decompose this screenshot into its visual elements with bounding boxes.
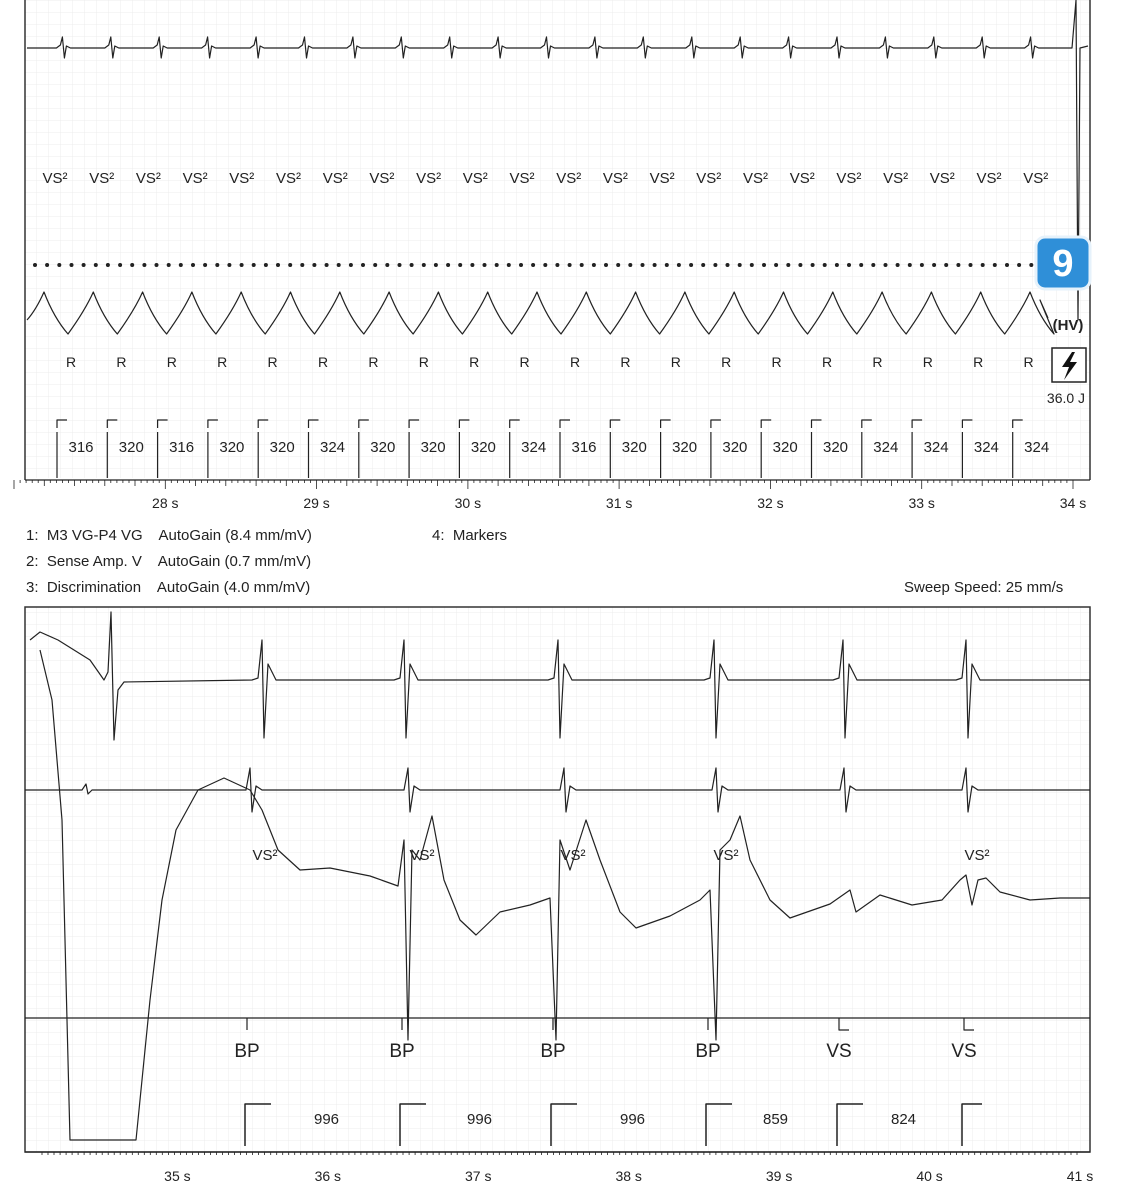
interval-value: 320 [672,439,698,456]
channel-2-dot [458,263,462,267]
channel-2-dot [179,263,183,267]
channel-2-dot [33,263,37,267]
channel-2-dot [155,263,159,267]
channel-2-dot [713,263,717,267]
interval-value: 320 [370,439,396,456]
vs-marker-bottom: VS² [252,847,278,864]
channel-2-dot [750,263,754,267]
channel-legend-4: 4: Markers [432,527,508,544]
channel-2-dot [592,263,596,267]
vs-marker: VS² [509,170,535,187]
interval-value: 324 [923,439,949,456]
vs-marker: VS² [369,170,395,187]
channel-2-dot [288,263,292,267]
channel-legend-3: 3: Discrimination AutoGain (4.0 mm/mV) [26,579,311,596]
channel-2-dot [349,263,353,267]
interval-value: 320 [772,439,798,456]
r-marker: R [821,354,833,370]
vs-marker: VS² [556,170,582,187]
channel-2-dot [653,263,657,267]
marker-label: BP [540,1041,566,1062]
vs-marker: VS² [789,170,815,187]
channel-2-dot [665,263,669,267]
vs-marker: VS² [42,170,68,187]
marker-label: BP [234,1041,260,1062]
x-tick-label-2: 37 s [465,1168,492,1184]
r-marker: R [368,354,379,370]
channel-2-dot [920,263,924,267]
vs-marker-bottom: VS² [560,847,586,864]
channel-2-dot [969,263,973,267]
interval-value: 324 [319,439,346,456]
vs-marker: VS² [182,170,208,187]
channel-2-dot [398,263,402,267]
channel-2-dot [1017,263,1021,267]
channel-2-dot [1029,263,1033,267]
x-tick-label-1: 31 s [605,495,633,511]
r-marker: R [771,354,782,370]
channel-2-dot [519,263,523,267]
r-marker: R [217,354,228,370]
channel-2-dot [932,263,936,267]
interval-value: 320 [822,439,849,456]
interval-value-bottom: 996 [313,1111,340,1128]
channel-2-dot [191,263,195,267]
r-marker: R [721,354,732,370]
x-tick-label-1: 30 s [454,495,482,511]
channel-2-dot [1005,263,1009,267]
channel-2-dot [580,263,584,267]
channel-2-dot [70,263,74,267]
channel-2-dot [835,263,839,267]
x-tick-label-2: 41 s [1066,1168,1094,1184]
r-marker: R [620,354,631,370]
interval-value: 316 [169,439,195,456]
vs-marker: VS² [229,170,255,187]
interval-value: 320 [621,439,647,456]
channel-2-dot [616,263,620,267]
r-marker: R [116,354,127,370]
channel-2-dot [240,263,244,267]
x-tick-label-2: 36 s [314,1168,342,1184]
channel-2-dot [385,263,389,267]
vs-marker: VS² [602,170,628,187]
interval-value: 316 [571,439,597,456]
channel-2-dot [786,263,790,267]
vs-marker: VS² [462,170,488,187]
channel-2-dot [45,263,49,267]
channel-2-dot [312,263,316,267]
vs-marker: VS² [322,170,348,187]
interval-value: 316 [68,439,94,456]
channel-2-dot [264,263,268,267]
channel-2-dot [568,263,572,267]
channel-2-dot [276,263,280,267]
vs-marker: VS² [976,170,1002,187]
channel-2-dot [434,263,438,267]
channel-2-dot [422,263,426,267]
channel-2-dot [555,263,559,267]
channel-2-dot [871,263,875,267]
x-tick-label-1: 29 s [303,495,330,511]
channel-2-dot [981,263,985,267]
episode-badge-number: 9 [1052,243,1074,285]
marker-label: VS [951,1041,977,1062]
channel-2-dot [495,263,499,267]
channel-2-dot [823,263,827,267]
vs-marker: VS² [742,170,769,187]
interval-value: 320 [269,439,295,456]
r-marker: R [922,354,933,370]
channel-2-dot [167,263,171,267]
r-marker: R [469,354,480,370]
channel-2-dot [446,263,450,267]
interval-value: 320 [722,439,748,456]
r-marker: R [519,354,530,370]
interval-value: 320 [219,439,245,456]
channel-2-dot [726,263,730,267]
shock-icon [1052,348,1086,382]
channel-2-dot [130,263,134,267]
vs-marker: VS² [1023,170,1049,187]
x-tick-label-2: 39 s [765,1168,793,1184]
channel-2-dot [908,263,912,267]
channel-2-dot [738,263,742,267]
r-marker: R [418,354,429,370]
channel-2-dot [106,263,110,267]
channel-2-dot [531,263,535,267]
r-marker: R [872,354,883,370]
channel-2-dot [701,263,705,267]
channel-2-dot [142,263,146,267]
interval-value: 320 [470,439,496,456]
channel-2-dot [847,263,851,267]
interval-value: 320 [118,439,144,456]
channel-2-dot [993,263,997,267]
shock-energy: 36.0 J [1046,390,1086,406]
vs-marker: VS² [696,170,722,187]
x-tick-label-1: 34 s [1059,495,1087,511]
marker-label: BP [695,1041,721,1062]
channel-2-dot [604,263,608,267]
interval-value: 324 [873,439,899,456]
channel-2-dot [896,263,900,267]
interval-value: 324 [521,439,547,456]
r-marker: R [267,354,278,370]
x-tick-label-2: 40 s [916,1168,943,1184]
interval-value-bottom: 996 [466,1111,493,1128]
vs-marker: VS² [649,170,675,187]
vs-marker-bottom: VS² [964,847,990,864]
channel-2-dot [628,263,632,267]
channel-2-dot [811,263,815,267]
channel-2-dot [483,263,487,267]
channel-2-dot [774,263,778,267]
r-marker: R [569,354,581,370]
top-strip-panel [25,0,1090,480]
interval-value-bottom: 996 [619,1111,646,1128]
x-tick-label-2: 38 s [615,1168,642,1184]
channel-2-dot [677,263,681,267]
r-marker: R [317,354,329,370]
interval-value-bottom: 824 [890,1111,917,1128]
interval-value: 324 [1024,439,1050,456]
channel-2-dot [227,263,231,267]
channel-2-dot [215,263,219,267]
channel-2-dot [798,263,802,267]
r-marker: R [166,354,177,370]
r-marker: R [670,354,681,370]
vs-marker-bottom: VS² [409,847,435,864]
channel-legend-2: 2: Sense Amp. V AutoGain (0.7 mm/mV) [26,553,312,570]
x-tick-label-2: 35 s [164,1168,191,1184]
vs-marker-bottom: VS² [713,847,739,864]
vs-marker: VS² [883,170,909,187]
vs-marker: VS² [929,170,955,187]
channel-2-dot [762,263,766,267]
channel-2-dot [361,263,365,267]
r-marker: R [973,354,984,370]
channel-2-dot [373,263,377,267]
channel-2-dot [94,263,98,267]
vs-marker: VS² [89,170,115,187]
r-marker: R [65,354,77,370]
channel-2-dot [252,263,256,267]
x-tick-label-1: 33 s [908,495,935,511]
bottom-strip-panel [25,607,1090,1152]
marker-label: BP [389,1041,415,1062]
channel-legend-1: 1: M3 VG-P4 VG AutoGain (8.4 mm/mV) [26,527,312,544]
channel-2-dot [470,263,474,267]
channel-2-dot [82,263,86,267]
vs-marker: VS² [416,170,442,187]
channel-2-dot [944,263,948,267]
vs-marker: VS² [275,170,302,187]
x-tick-label-1: 32 s [757,495,784,511]
channel-2-dot [57,263,61,267]
channel-2-dot [884,263,888,267]
interval-value-bottom: 859 [762,1111,789,1128]
interval-value: 324 [973,439,999,456]
channel-2-dot [956,263,960,267]
channel-2-dot [859,263,863,267]
episode-badge [1036,237,1090,289]
x-tick-label-1: 28 s [152,495,179,511]
interval-value: 320 [420,439,446,456]
marker-label: VS [826,1041,852,1062]
channel-2-dot [337,263,341,267]
channel-2-dot [300,263,304,267]
channel-2-dot [689,263,693,267]
hv-label: (HV) [1052,317,1084,334]
channel-2-dot [543,263,547,267]
channel-2-dot [410,263,414,267]
vs-marker: VS² [836,170,862,187]
channel-2-dot [641,263,645,267]
vs-marker: VS² [135,170,161,187]
channel-2-dot [507,263,511,267]
channel-2-dot [325,263,329,267]
channel-2-dot [118,263,122,267]
r-marker: R [1023,354,1034,370]
channel-2-dot [203,263,207,267]
sweep-speed: Sweep Speed: 25 mm/s [904,579,1064,596]
